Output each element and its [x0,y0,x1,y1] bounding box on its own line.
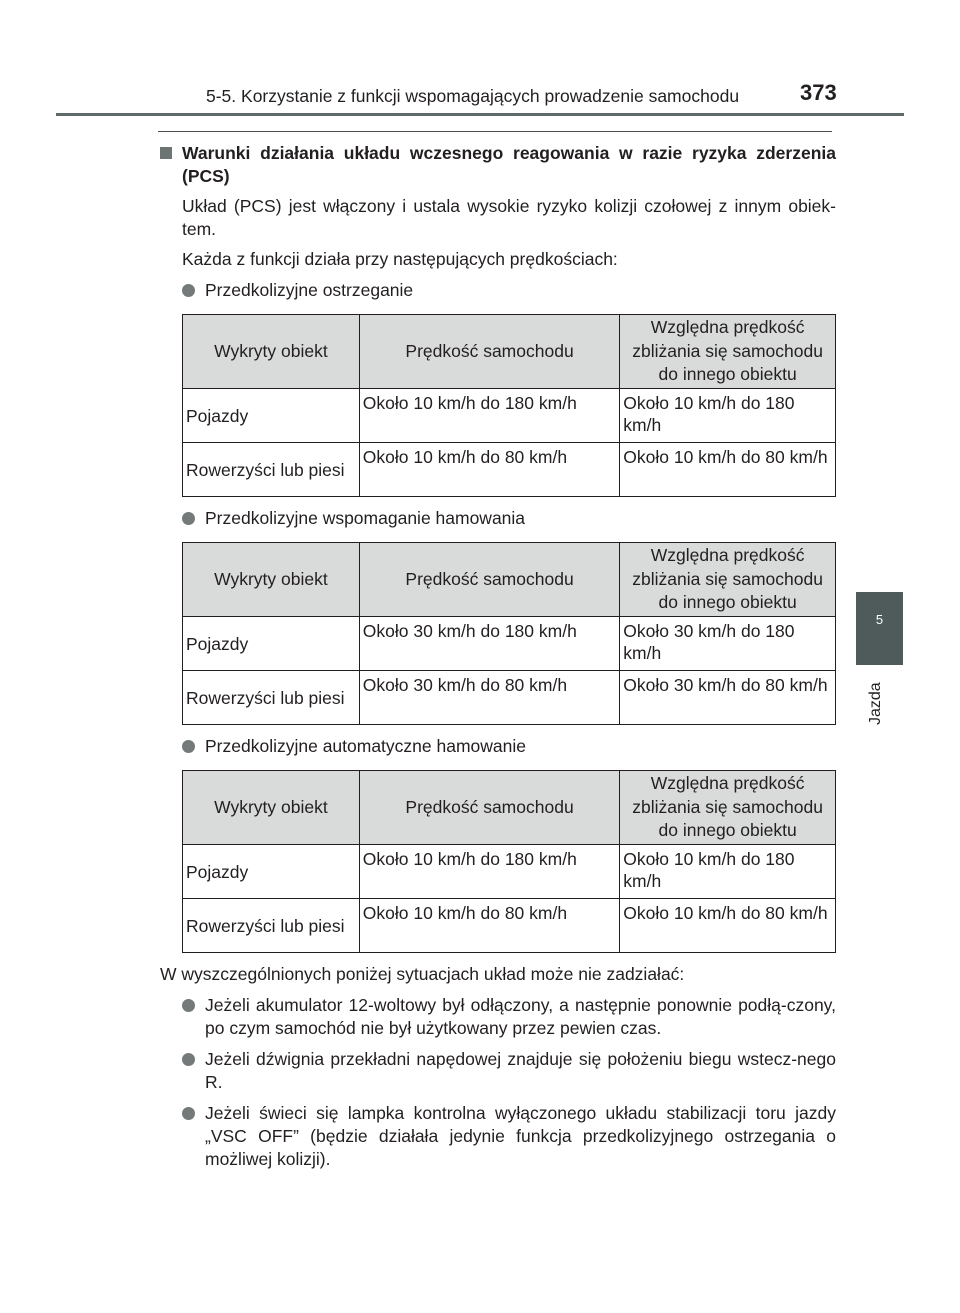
speed-table-warning [182,314,836,497]
table-cell: Około 10 km/h do 80 km/h [620,443,836,497]
section-divider [158,131,832,132]
table-caption-text: Przedkolizyjne automatyczne hamowanie [205,736,526,756]
list-item-text: Jeżeli dźwignia przekładni napędowej znajduje się położeniu biegu wstecz-nego R. [205,1049,836,1092]
table-header-row [183,771,836,845]
section-heading [160,142,836,188]
table-cell: Około 30 km/h do 180 km/h [359,617,619,671]
table-row [183,443,836,497]
speed-table-brake-assist [182,542,836,725]
table-header-cell: Względna prędkość zbliżania się samochodu do innego obiektu [620,543,836,617]
bullet-dot-icon [182,284,195,297]
table-cell: Rowerzyści lub piesi [183,671,360,725]
exceptions-intro: W wyszczególnionych poniżej sytuacjach układ może nie zadziałać: [160,964,685,984]
table-cell: Około 30 km/h do 80 km/h [620,671,836,725]
bullet-dot-icon [182,999,195,1012]
intro-paragraph: Układ (PCS) jest włączony i ustala wysokie ryzyko kolizji czołowej z innym obiek-tem. [182,196,836,239]
speeds-intro-paragraph: Każda z funkcji działa przy następujących prędkościach: [182,249,618,269]
table-row [183,845,836,899]
table-cell: Pojazdy [183,389,360,443]
table-cell: Rowerzyści lub piesi [183,899,360,953]
table-caption [160,279,836,302]
page-content [160,142,836,1171]
table-cell: Około 10 km/h do 80 km/h [620,899,836,953]
table-caption [160,735,836,758]
table-cell: Pojazdy [183,617,360,671]
bullet-dot-icon [182,512,195,525]
bullet-dot-icon [182,740,195,753]
table-cell: Około 30 km/h do 80 km/h [359,671,619,725]
table-header-row [183,315,836,389]
header-section-title: 5-5. Korzystanie z funkcji wspomagających prowadzenie samochodu [206,86,740,106]
table-header-cell: Prędkość samochodu [359,315,619,389]
table-cell: Około 10 km/h do 80 km/h [359,443,619,497]
table-caption-text: Przedkolizyjne ostrzeganie [205,280,414,300]
table-caption-text: Przedkolizyjne wspomaganie hamowania [205,508,526,528]
header-divider [56,113,904,116]
table-header-cell: Prędkość samochodu [359,771,619,845]
bullet-dot-icon [182,1053,195,1066]
table-header-row [183,543,836,617]
table-row [183,899,836,953]
list-item-text: Jeżeli akumulator 12-woltowy był odłączony, a następnie ponownie podłą-czony, po czym samochód nie był użytkowany przez pewien czas. [205,995,836,1038]
list-item [160,1102,836,1171]
table-cell: Około 10 km/h do 180 km/h [359,845,619,899]
chapter-tab [856,592,903,665]
chapter-tab-label: Jazda [867,682,884,726]
chapter-tab-number: 5 [875,612,884,627]
table-header-cell: Wykryty obiekt [183,543,360,617]
table-caption [160,507,836,530]
table-cell: Rowerzyści lub piesi [183,443,360,497]
page-number: 373 [800,80,837,105]
table-cell: Około 10 km/h do 180 km/h [359,389,619,443]
table-header-cell: Względna prędkość zbliżania się samochodu do innego obiektu [620,771,836,845]
table-cell: Około 30 km/h do 180 km/h [620,617,836,671]
table-row [183,389,836,443]
table-cell: Około 10 km/h do 180 km/h [620,389,836,443]
table-cell: Około 10 km/h do 180 km/h [620,845,836,899]
list-item-text: Jeżeli świeci się lampka kontrolna wyłączonego układu stabilizacji toru jazdy „VSC OFF” (będzie działała jedynie funkcja przedkolizyjnego ostrzegania o możliwej kolizji). [205,1103,836,1169]
table-header-cell: Wykryty obiekt [183,771,360,845]
table-cell: Około 10 km/h do 80 km/h [359,899,619,953]
table-row [183,671,836,725]
list-item [160,1048,836,1094]
square-bullet-icon [160,147,172,159]
bullet-dot-icon [182,1107,195,1120]
table-header-cell: Wykryty obiekt [183,315,360,389]
section-heading-text: Warunki działania układu wczesnego reagowania w razie ryzyka zderzenia (PCS) [182,143,836,186]
table-header-cell: Prędkość samochodu [359,543,619,617]
table-cell: Pojazdy [183,845,360,899]
speed-table-auto-brake [182,770,836,953]
table-header-cell: Względna prędkość zbliżania się samochodu do innego obiektu [620,315,836,389]
table-row [183,617,836,671]
list-item [160,994,836,1040]
